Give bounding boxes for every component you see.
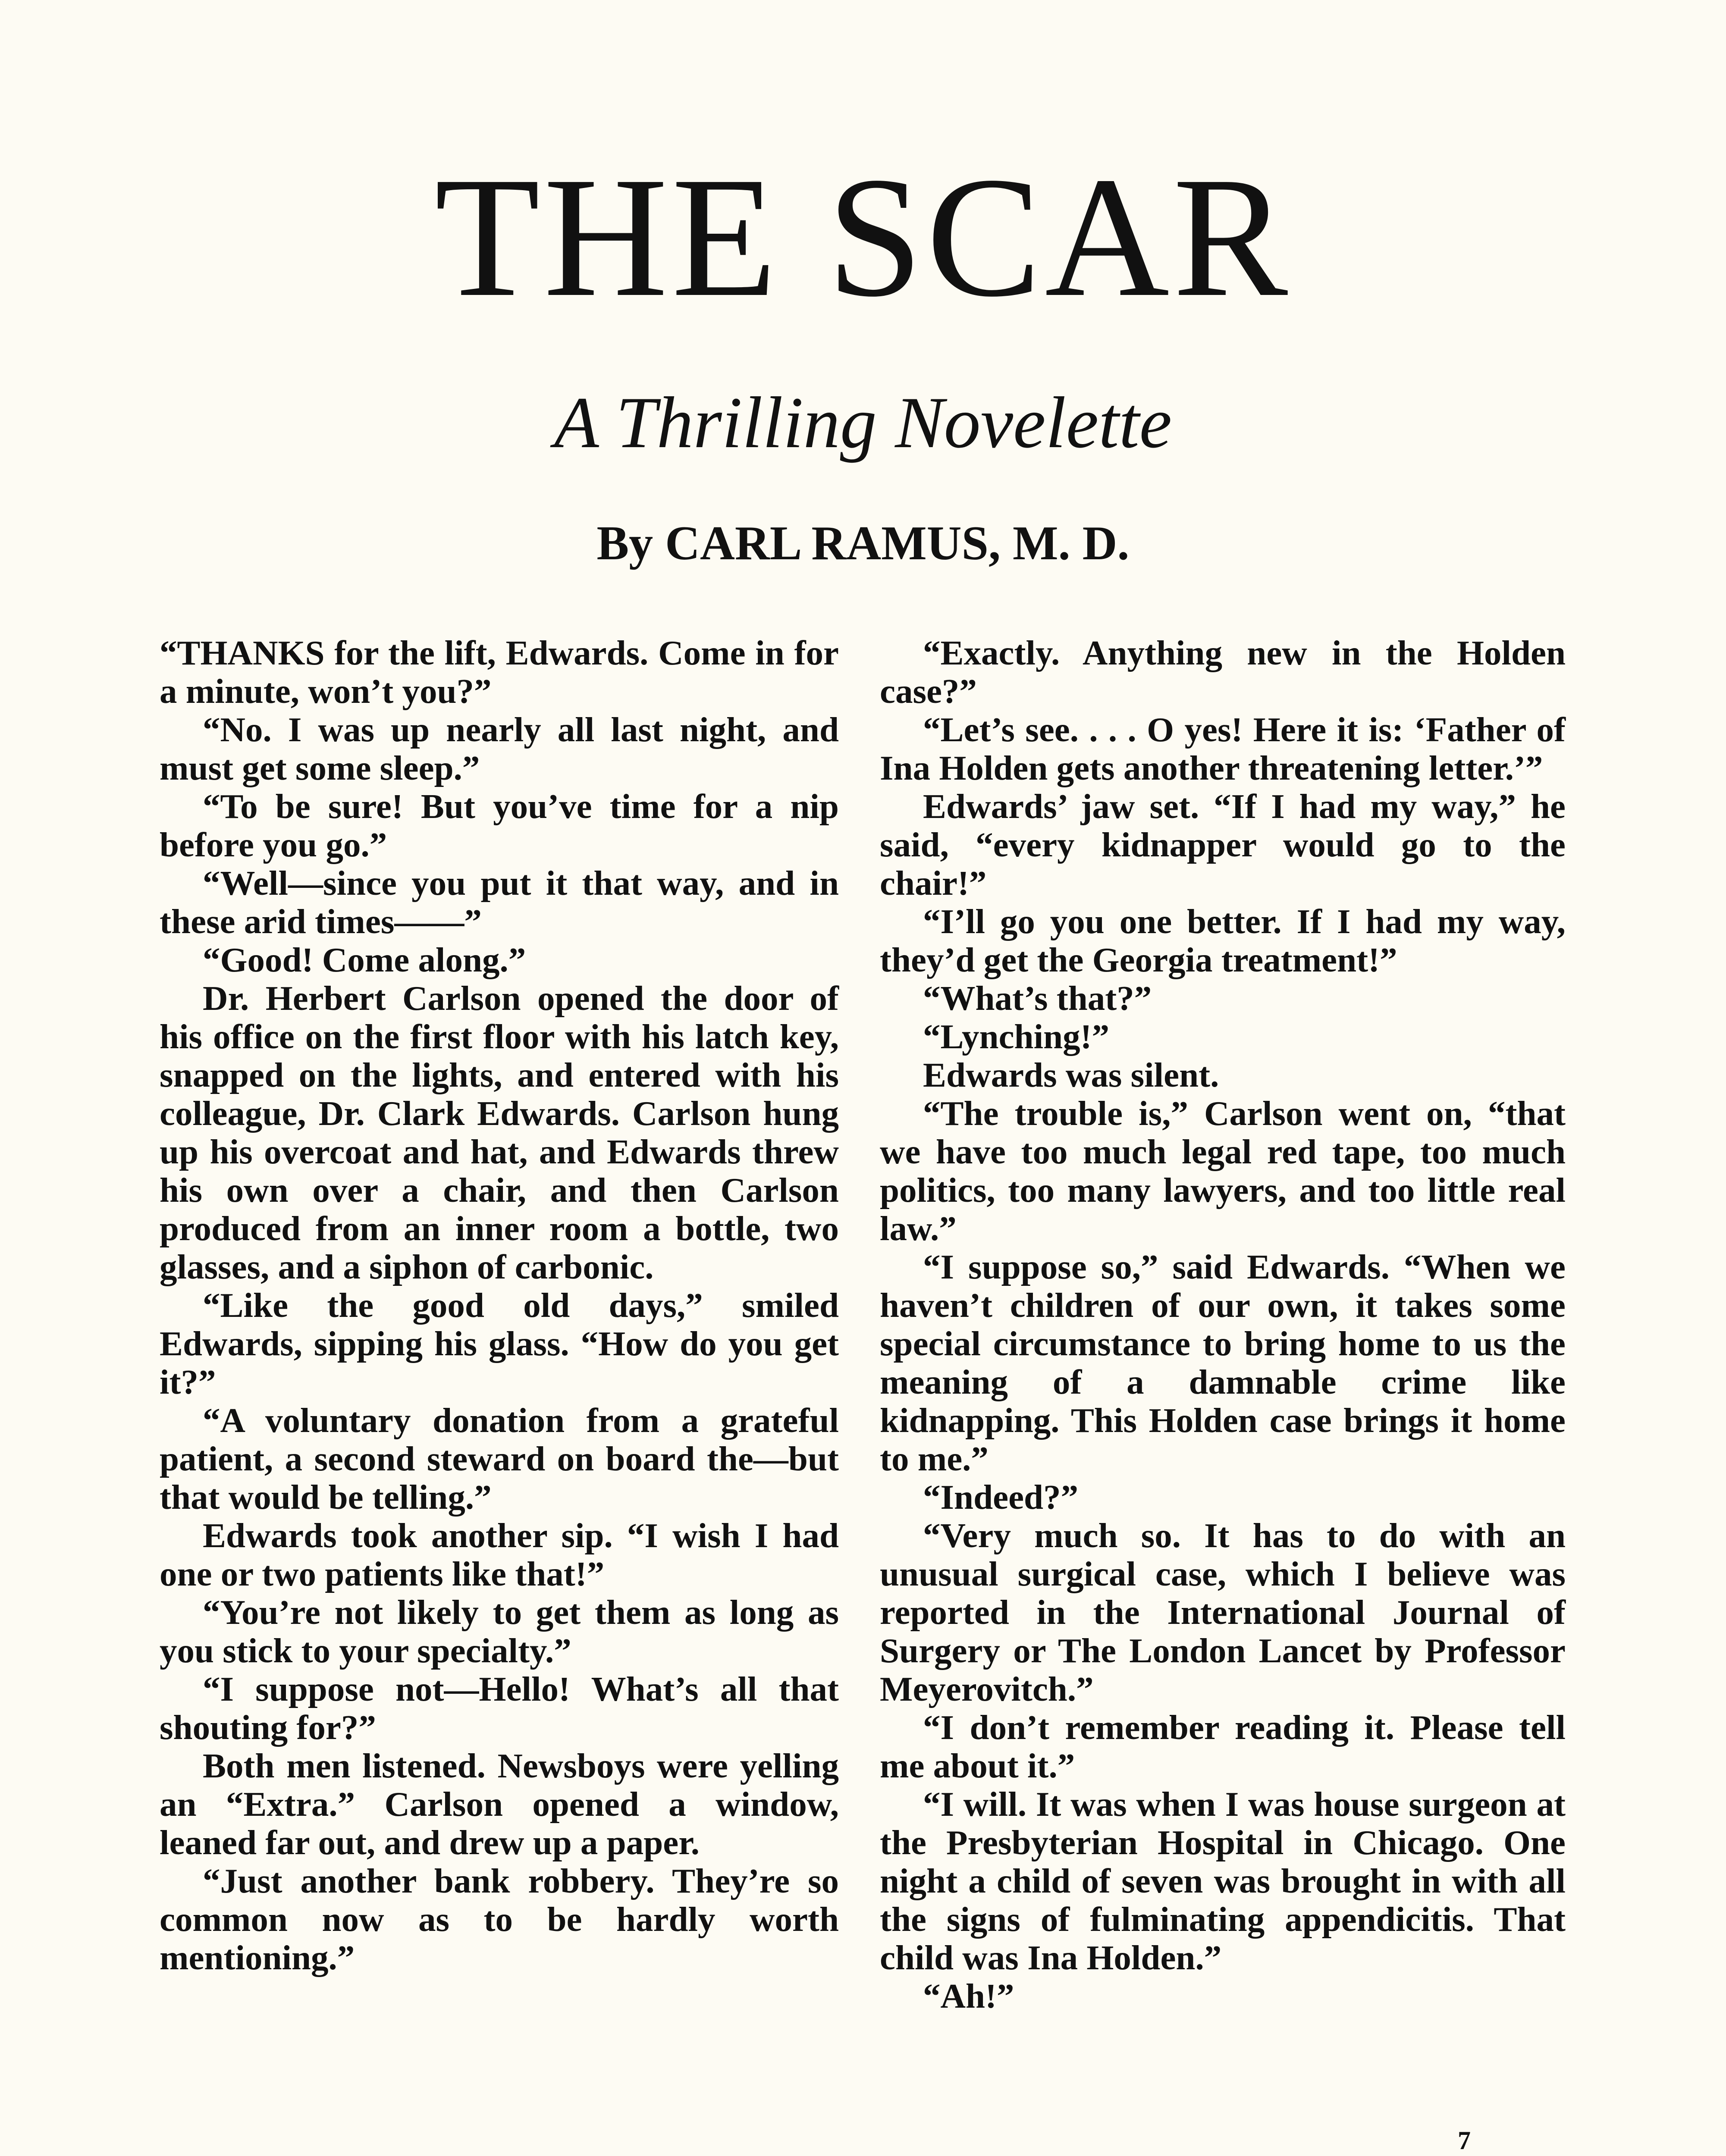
story-title: THE SCAR xyxy=(434,141,1292,332)
paragraph: “A voluntary donation from a grateful patient, a second steward on board the—but that would be telling.” xyxy=(160,1401,839,1517)
paragraph: Both men listened. Newsboys were yelling an “Extra.” Carlson opened a window, leaned far out, and drew up a paper. xyxy=(160,1746,839,1862)
author-byline: By CARL RAMUS, M. D. xyxy=(596,517,1130,570)
paragraph: “I don’t remember reading it. Please tell me about it.” xyxy=(880,1708,1566,1785)
paragraph: “I’ll go you one better. If I had my way, they’d get the Georgia treatment!” xyxy=(880,902,1566,979)
paragraph xyxy=(160,634,839,711)
page-number: 7 xyxy=(1458,2126,1471,2155)
paragraph: “Exactly. Anything new in the Holden case?” xyxy=(880,633,1566,711)
paragraph: “Let’s see. . . . O yes! Here it is: ‘Father of Ina Holden gets another threatening letter.’” xyxy=(880,710,1566,787)
paragraph: “Well—since you put it that way, and in these arid times——” xyxy=(160,864,839,941)
paragraph: “I suppose so,” said Edwards. “When we haven’t children of our own, it takes some special circumstance to bring home to us the meaning of a damnable crime like kidnapping. This Holden case brings it home to me.” xyxy=(880,1247,1566,1478)
paragraph: “Lynching!” xyxy=(923,1017,1110,1056)
paragraph-text: “THANKS for the lift, Edwards. Come in for a minute, won’t you?” xyxy=(160,633,839,711)
paragraph: “To be sure! But you’ve time for a nip before you go.” xyxy=(160,787,839,864)
text-column-left xyxy=(160,634,839,1977)
paragraph: “I will. It was when I was house surgeon at the Presbyterian Hospital in Chicago. One night a child of seven was brought in with all the signs of fulminating appendicitis. That child was Ina Holden.” xyxy=(880,1785,1566,1977)
paragraph: “Ah!” xyxy=(923,1977,1014,2015)
paragraph: “Indeed?” xyxy=(923,1478,1079,1517)
paragraph: “Very much so. It has to do with an unusual surgical case, which I believe was reported in the International Journal of Surgery or The London Lancet by Professor Meyerovitch.” xyxy=(880,1516,1566,1708)
text-column-right xyxy=(880,634,1566,2015)
paragraph: “I suppose not—Hello! What’s all that shouting for?” xyxy=(160,1670,839,1747)
paragraph: “No. I was up nearly all last night, and must get some sleep.” xyxy=(160,710,839,787)
paragraph: Dr. Herbert Carlson opened the door of his office on the first floor with his latch key, snapped on the lights, and entered with his colleague, Dr. Clark Edwards. Carlson hung up his overcoat and hat, and Edwards threw his own over a chair, and then Carlson produced from an inner room a bottle, two glasses, and a siphon of carbonic. xyxy=(160,979,839,1286)
paragraph: Edwards took another sip. “I wish I had one or two patients like that!” xyxy=(160,1516,839,1593)
paragraph: “The trouble is,” Carlson went on, “that we have too much legal red tape, too much politics, too many lawyers, and too little real law.” xyxy=(880,1094,1566,1248)
paragraph: “Good! Come along.” xyxy=(203,940,526,979)
paragraph: Edwards was silent. xyxy=(923,1056,1219,1094)
paragraph: Edwards’ jaw set. “If I had my way,” he said, “every kidnapper would go to the chair!” xyxy=(880,787,1566,903)
story-subtitle: A Thrilling Novelette xyxy=(554,382,1172,463)
paragraph: “What’s that?” xyxy=(923,979,1152,1018)
paragraph: “Just another bank robbery. They’re so common now as to be hardly worth mentioning.” xyxy=(160,1861,839,1977)
paragraph: “You’re not likely to get them as long as you stick to your specialty.” xyxy=(160,1593,839,1670)
paragraph: “Like the good old days,” smiled Edwards, sipping his glass. “How do you get it?” xyxy=(160,1286,839,1401)
